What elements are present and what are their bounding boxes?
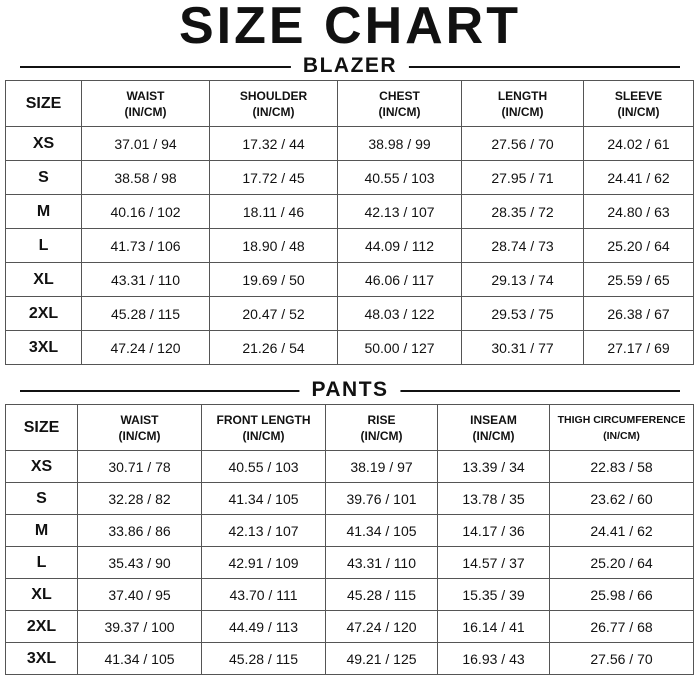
measurement-cell: 49.21 / 125 (326, 643, 438, 675)
table-row (6, 127, 694, 161)
size-cell: XS (6, 451, 78, 483)
measurement-cell: 38.98 / 99 (338, 127, 462, 161)
size-column-header: SIZE (6, 81, 82, 127)
measurement-cell: 17.72 / 45 (210, 161, 338, 195)
table-row (6, 547, 694, 579)
measurement-cell: 39.76 / 101 (326, 483, 438, 515)
size-cell: XL (6, 263, 82, 297)
measurement-cell: 33.86 / 86 (78, 515, 202, 547)
blazer-size-table (5, 80, 694, 365)
pants-size-table (5, 404, 694, 675)
column-header-sleeve: SLEEVE (IN/CM) (584, 81, 694, 127)
measurement-cell: 29.13 / 74 (462, 263, 584, 297)
column-header-waist: WAIST (IN/CM) (82, 81, 210, 127)
measurement-cell: 28.35 / 72 (462, 195, 584, 229)
measurement-cell: 35.43 / 90 (78, 547, 202, 579)
table-row (6, 331, 694, 365)
measurement-cell: 42.91 / 109 (202, 547, 326, 579)
measurement-cell: 16.93 / 43 (438, 643, 550, 675)
measurement-cell: 27.17 / 69 (584, 331, 694, 365)
measurement-cell: 25.98 / 66 (550, 579, 694, 611)
measurement-cell: 41.34 / 105 (326, 515, 438, 547)
measurement-cell: 17.32 / 44 (210, 127, 338, 161)
measurement-cell: 20.47 / 52 (210, 297, 338, 331)
measurement-cell: 37.01 / 94 (82, 127, 210, 161)
measurement-cell: 44.09 / 112 (338, 229, 462, 263)
measurement-cell: 40.16 / 102 (82, 195, 210, 229)
measurement-cell: 39.37 / 100 (78, 611, 202, 643)
measurement-cell: 25.20 / 64 (550, 547, 694, 579)
measurement-cell: 28.74 / 73 (462, 229, 584, 263)
table-row (6, 195, 694, 229)
size-cell: 2XL (6, 611, 78, 643)
measurement-cell: 32.28 / 82 (78, 483, 202, 515)
measurement-cell: 13.78 / 35 (438, 483, 550, 515)
measurement-cell: 50.00 / 127 (338, 331, 462, 365)
size-cell: L (6, 229, 82, 263)
size-cell: S (6, 161, 82, 195)
measurement-cell: 30.71 / 78 (78, 451, 202, 483)
measurement-cell: 25.20 / 64 (584, 229, 694, 263)
measurement-cell: 38.58 / 98 (82, 161, 210, 195)
measurement-cell: 38.19 / 97 (326, 451, 438, 483)
measurement-cell: 14.17 / 36 (438, 515, 550, 547)
measurement-cell: 26.77 / 68 (550, 611, 694, 643)
column-header-front-length: FRONT LENGTH (IN/CM) (202, 405, 326, 451)
table-row (6, 515, 694, 547)
page-title: SIZE CHART (179, 0, 521, 55)
size-cell: M (6, 515, 78, 547)
measurement-cell: 16.14 / 41 (438, 611, 550, 643)
table-header-row (6, 405, 694, 451)
column-header-length: LENGTH (IN/CM) (462, 81, 584, 127)
table-header-row (6, 81, 694, 127)
size-cell: 3XL (6, 643, 78, 675)
measurement-cell: 46.06 / 117 (338, 263, 462, 297)
blazer-heading: BLAZER (291, 56, 409, 76)
measurement-cell: 43.31 / 110 (326, 547, 438, 579)
measurement-cell: 43.31 / 110 (82, 263, 210, 297)
measurement-cell: 45.28 / 115 (82, 297, 210, 331)
measurement-cell: 37.40 / 95 (78, 579, 202, 611)
size-cell: L (6, 547, 78, 579)
measurement-cell: 42.13 / 107 (338, 195, 462, 229)
size-cell: XS (6, 127, 82, 161)
pants-section-heading (20, 380, 680, 400)
measurement-cell: 45.28 / 115 (202, 643, 326, 675)
measurement-cell: 26.38 / 67 (584, 297, 694, 331)
measurement-cell: 40.55 / 103 (202, 451, 326, 483)
measurement-cell: 13.39 / 34 (438, 451, 550, 483)
measurement-cell: 14.57 / 37 (438, 547, 550, 579)
measurement-cell: 41.34 / 105 (202, 483, 326, 515)
size-cell: S (6, 483, 78, 515)
measurement-cell: 27.95 / 71 (462, 161, 584, 195)
measurement-cell: 41.34 / 105 (78, 643, 202, 675)
measurement-cell: 27.56 / 70 (550, 643, 694, 675)
measurement-cell: 40.55 / 103 (338, 161, 462, 195)
measurement-cell: 43.70 / 111 (202, 579, 326, 611)
blazer-section-heading (20, 56, 680, 76)
table-row (6, 297, 694, 331)
table-row (6, 483, 694, 515)
size-cell: XL (6, 579, 78, 611)
column-header-waist: WAIST (IN/CM) (78, 405, 202, 451)
measurement-cell: 42.13 / 107 (202, 515, 326, 547)
measurement-cell: 47.24 / 120 (326, 611, 438, 643)
measurement-cell: 41.73 / 106 (82, 229, 210, 263)
measurement-cell: 24.41 / 62 (584, 161, 694, 195)
table-row (6, 579, 694, 611)
size-cell: 2XL (6, 297, 82, 331)
measurement-cell: 23.62 / 60 (550, 483, 694, 515)
table-row (6, 611, 694, 643)
measurement-cell: 47.24 / 120 (82, 331, 210, 365)
measurement-cell: 44.49 / 113 (202, 611, 326, 643)
measurement-cell: 19.69 / 50 (210, 263, 338, 297)
measurement-cell: 15.35 / 39 (438, 579, 550, 611)
size-column-header: SIZE (6, 405, 78, 451)
size-cell: 3XL (6, 331, 82, 365)
measurement-cell: 27.56 / 70 (462, 127, 584, 161)
measurement-cell: 45.28 / 115 (326, 579, 438, 611)
measurement-cell: 18.11 / 46 (210, 195, 338, 229)
measurement-cell: 25.59 / 65 (584, 263, 694, 297)
table-row (6, 229, 694, 263)
column-header-shoulder: SHOULDER (IN/CM) (210, 81, 338, 127)
table-row (6, 451, 694, 483)
pants-heading: PANTS (299, 380, 400, 400)
measurement-cell: 24.41 / 62 (550, 515, 694, 547)
size-cell: M (6, 195, 82, 229)
table-row (6, 263, 694, 297)
measurement-cell: 29.53 / 75 (462, 297, 584, 331)
measurement-cell: 18.90 / 48 (210, 229, 338, 263)
measurement-cell: 30.31 / 77 (462, 331, 584, 365)
measurement-cell: 24.80 / 63 (584, 195, 694, 229)
column-header-inseam: INSEAM (IN/CM) (438, 405, 550, 451)
table-row (6, 161, 694, 195)
measurement-cell: 22.83 / 58 (550, 451, 694, 483)
measurement-cell: 48.03 / 122 (338, 297, 462, 331)
column-header-thigh-circumference: THIGH CIRCUMFERENCE (IN/CM) (550, 405, 694, 451)
measurement-cell: 21.26 / 54 (210, 331, 338, 365)
measurement-cell: 24.02 / 61 (584, 127, 694, 161)
column-header-rise: RISE (IN/CM) (326, 405, 438, 451)
column-header-chest: CHEST (IN/CM) (338, 81, 462, 127)
table-row (6, 643, 694, 675)
